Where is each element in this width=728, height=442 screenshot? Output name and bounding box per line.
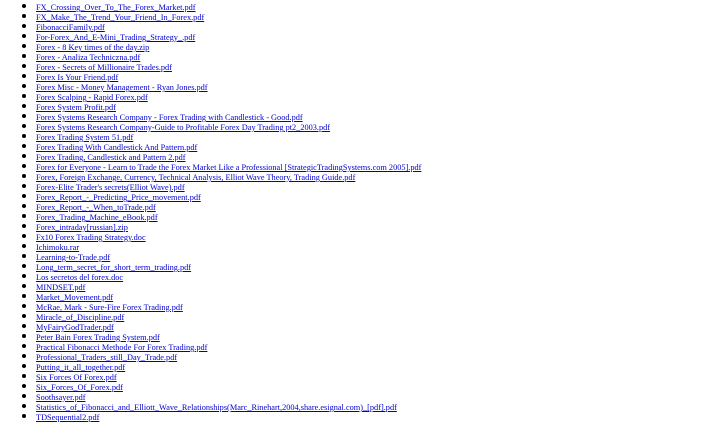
list-item: [0, 61, 728, 71]
bullet-icon: [22, 294, 26, 298]
file-link[interactable]: FX_Make_The_Trend_Your_Friend_In_Forex.pdf: [36, 13, 205, 22]
list-item: [0, 241, 728, 251]
file-link[interactable]: Forex - 8 Key times of the day.zip: [36, 43, 150, 52]
file-link[interactable]: Forex Misc - Money Management - Ryan Jones.pdf: [36, 83, 208, 92]
bullet-icon: [22, 134, 26, 138]
list-item: [0, 281, 728, 291]
bullet-icon: [22, 224, 26, 228]
bullet-icon: [22, 124, 26, 128]
list-item: [0, 71, 728, 81]
list-item: [0, 151, 728, 161]
bullet-icon: [22, 44, 26, 48]
bullet-icon: [22, 404, 26, 408]
bullet-icon: [22, 274, 26, 278]
list-item: [0, 411, 728, 421]
bullet-icon: [22, 84, 26, 88]
file-link[interactable]: Statistics_of_Fibonacci_and_Elliott_Wave_Relationships(Marc_Rinehart,2004,share.esignal.com)_[pdf].pdf: [36, 403, 397, 412]
bullet-icon: [22, 244, 26, 248]
file-link[interactable]: Forex Is Your Friend.pdf: [36, 73, 119, 82]
bullet-icon: [22, 204, 26, 208]
bullet-icon: [22, 344, 26, 348]
bullet-icon: [22, 74, 26, 78]
file-link[interactable]: Six Forces Of Forex.pdf: [36, 373, 117, 382]
file-link[interactable]: Forex - Secrets of Millionaire Trades.pdf: [36, 63, 172, 72]
list-item: [0, 211, 728, 221]
list-item: [0, 231, 728, 241]
file-link[interactable]: Forex_Report_-_Predicting_Price_movement.pdf: [36, 193, 201, 202]
bullet-icon: [22, 194, 26, 198]
list-item: [0, 361, 728, 371]
bullet-icon: [22, 34, 26, 38]
file-link[interactable]: Forex for Everyone - Learn to Trade the Forex Market Like a Professional [StrategicTradingSystems.com 2005].pdf: [36, 163, 422, 172]
bullet-icon: [22, 334, 26, 338]
file-link[interactable]: Ichimoku.rar: [36, 243, 80, 252]
list-item: [0, 371, 728, 381]
file-link[interactable]: Soothsayer.pdf: [36, 393, 86, 402]
bullet-icon: [22, 314, 26, 318]
file-link[interactable]: Long_term_secret_for_short_term_trading.pdf: [36, 263, 192, 272]
bullet-icon: [22, 154, 26, 158]
file-link[interactable]: Forex_Trading_Machine_eBook.pdf: [36, 213, 158, 222]
file-link[interactable]: Forex Trading, Candlestick and Pattern 2.pdf: [36, 153, 186, 162]
file-link[interactable]: FX_Crossing_Over_To_The_Forex_Market.pdf: [36, 3, 196, 12]
file-link[interactable]: For-Forex_And_E-Mini_Trading_Strategy_.pdf: [36, 33, 196, 42]
list-item: [0, 391, 728, 401]
list-item: [0, 91, 728, 101]
bullet-icon: [22, 94, 26, 98]
list-item: [0, 261, 728, 271]
list-item: [0, 21, 728, 31]
file-link[interactable]: MyFairyGodTrader.pdf: [36, 323, 114, 332]
bullet-icon: [22, 384, 26, 388]
bullet-icon: [22, 264, 26, 268]
list-item: [0, 121, 728, 131]
bullet-icon: [22, 114, 26, 118]
bullet-icon: [22, 374, 26, 378]
file-link[interactable]: MINDSET.pdf: [36, 283, 86, 292]
file-link[interactable]: Peter Bain Forex Trading System.pdf: [36, 333, 160, 342]
bullet-icon: [22, 394, 26, 398]
bullet-icon: [22, 164, 26, 168]
list-item: [0, 171, 728, 181]
bullet-icon: [22, 184, 26, 188]
list-item: [0, 291, 728, 301]
file-link[interactable]: Forex System Profit.pdf: [36, 103, 116, 112]
list-item: [0, 221, 728, 231]
file-link[interactable]: McRae, Mark - Sure-Fire Forex Trading.pdf: [36, 303, 183, 312]
bullet-icon: [22, 354, 26, 358]
bullet-icon: [22, 214, 26, 218]
list-item: [0, 201, 728, 211]
list-item: [0, 81, 728, 91]
list-item: [0, 31, 728, 41]
file-link[interactable]: Los secretos del forex.doc: [36, 273, 124, 282]
list-item: [0, 141, 728, 151]
file-link[interactable]: Forex Systems Research Company - Forex Trading with Candlestick - Good.pdf: [36, 113, 303, 122]
bullet-icon: [22, 54, 26, 58]
file-link[interactable]: Forex-Elite Trader's secrets(Elliot Wave).pdf: [36, 183, 185, 192]
bullet-icon: [22, 14, 26, 18]
list-item: [0, 191, 728, 201]
bullet-icon: [22, 254, 26, 258]
file-link[interactable]: Forex Trading System 51.pdf: [36, 133, 134, 142]
bullet-icon: [22, 304, 26, 308]
file-link[interactable]: Six_Forces_Of_Forex.pdf: [36, 383, 123, 392]
list-item: [0, 271, 728, 281]
list-item: [0, 131, 728, 141]
bullet-icon: [22, 144, 26, 148]
file-link[interactable]: Forex Trading With Candlestick And Pattern.pdf: [36, 143, 198, 152]
list-item: [0, 341, 728, 351]
list-item: [0, 51, 728, 61]
file-link[interactable]: Fx10 Forex Trading Strategy.doc: [36, 233, 146, 242]
list-item: [0, 111, 728, 121]
file-link[interactable]: Forex, Foreign Exchange, Currency, Technical Analysis, Elliot Wave Theory, Trading Guide.pdf: [36, 173, 356, 182]
file-link[interactable]: Forex Scalping - Rapid Forex.pdf: [36, 93, 148, 102]
bullet-icon: [22, 234, 26, 238]
bullet-icon: [22, 104, 26, 108]
file-link[interactable]: Learning-to-Trade.pdf: [36, 253, 111, 262]
list-item: [0, 101, 728, 111]
bullet-icon: [22, 324, 26, 328]
list-item: [0, 311, 728, 321]
list-item: [0, 181, 728, 191]
list-item: [0, 1, 728, 11]
list-item: [0, 161, 728, 171]
file-link[interactable]: Miracle_of_Discipline.pdf: [36, 313, 125, 322]
file-link[interactable]: Forex_intraday[russian].zip: [36, 223, 128, 232]
file-link[interactable]: FibonacciFamily.pdf: [36, 23, 105, 32]
file-link[interactable]: Forex_Report_-_When_toTrade.pdf: [36, 203, 156, 212]
file-list: [0, 1, 728, 421]
list-item: [0, 381, 728, 391]
file-link[interactable]: Forex - Analiza Techniczna.pdf: [36, 53, 141, 62]
file-link[interactable]: Professional_Traders_still_Day_Trade.pdf: [36, 353, 178, 362]
bullet-icon: [22, 64, 26, 68]
list-item: [0, 401, 728, 411]
file-link[interactable]: TDSequential2.pdf: [36, 413, 100, 422]
list-item: [0, 11, 728, 21]
list-item: [0, 331, 728, 341]
bullet-icon: [22, 4, 26, 8]
bullet-icon: [22, 364, 26, 368]
file-link[interactable]: Practical Fibonacci Methode For Forex Trading.pdf: [36, 343, 208, 352]
list-item: [0, 321, 728, 331]
bullet-icon: [22, 284, 26, 288]
list-item: [0, 41, 728, 51]
list-item: [0, 351, 728, 361]
list-item: [0, 301, 728, 311]
file-link[interactable]: Market_Movement.pdf: [36, 293, 114, 302]
file-link[interactable]: Forex Systems Research Company-Guide to Profitable Forex Day Trading pt2_2003.pdf: [36, 123, 331, 132]
file-link[interactable]: Putting_it_all_together.pdf: [36, 363, 126, 372]
bullet-icon: [22, 414, 26, 418]
list-item: [0, 251, 728, 261]
bullet-icon: [22, 174, 26, 178]
bullet-icon: [22, 24, 26, 28]
